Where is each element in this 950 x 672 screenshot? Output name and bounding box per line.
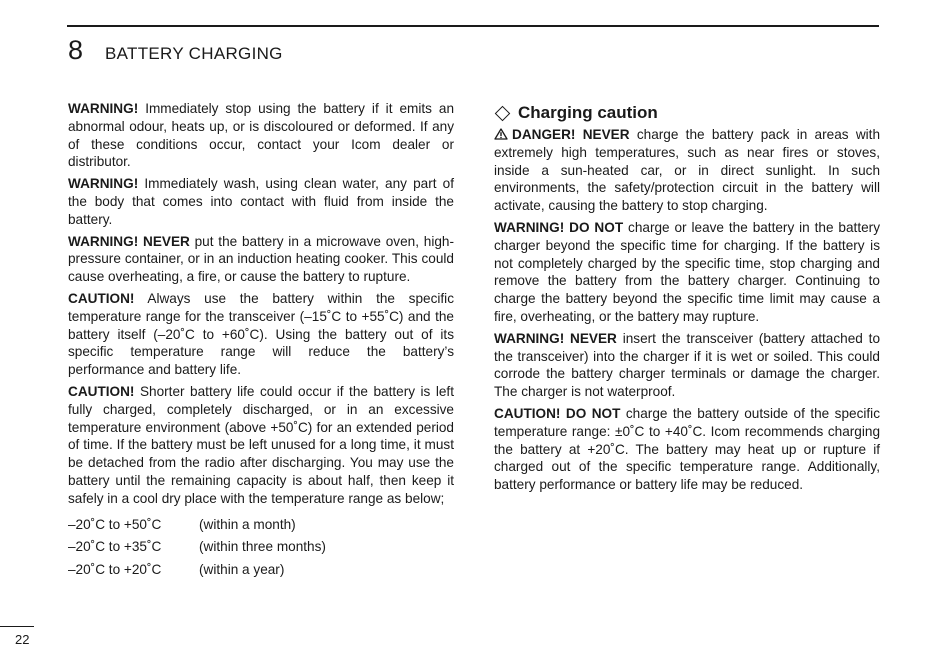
storage-period: (within three months) — [199, 539, 326, 555]
chapter-header — [68, 34, 283, 66]
footer-rule — [0, 626, 34, 627]
temperature-range-row — [68, 559, 454, 582]
left-column — [68, 100, 454, 581]
paragraph-label: WARNING! DO NOT — [494, 219, 624, 235]
paragraph-text: charge or leave the battery in the battery charger beyond the specific time for charging. If the battery is not completely charged by the specific time, stop charging and remove the battery from the battery charger. Continuing to charge the battery beyond the specific time limit may cause a fire, overheating, or the battery may rupture. — [494, 219, 880, 324]
temperature-range: –20˚C to +35˚C — [68, 539, 162, 555]
paragraph-text: charge the battery outside of the specific temperature range: ±0˚C to +40˚C. Icom recommends charging the battery at +20˚C. The battery may heat up or rupture if charged out of the specific temperature range. Additionally, battery performance or battery life may be reduced. — [494, 405, 880, 493]
warning-paragraph — [68, 100, 454, 171]
temperature-range-row — [68, 514, 454, 537]
temperature-range: –20˚C to +50˚C — [68, 516, 162, 532]
warning-paragraph — [494, 330, 880, 401]
paragraph-text: Immediately wash, using clean water, any part of the body that comes into contact with fluid from inside the battery. — [68, 176, 454, 227]
caution-paragraph — [68, 290, 454, 379]
paragraph-label: DANGER! NEVER — [512, 127, 630, 142]
paragraph-label: CAUTION! DO NOT — [494, 405, 621, 421]
header-rule — [67, 25, 879, 27]
paragraph-text: Always use the battery within the specific temperature range for the transceiver (–15˚C to +55˚C) and the battery itself (–20˚C to +60˚C). Using the battery out of its specific temperature range will reduce the battery’s performance and battery life. — [68, 290, 454, 378]
page-number: 22 — [15, 632, 30, 647]
chapter-title: BATTERY CHARGING — [105, 44, 283, 63]
caution-paragraph — [68, 383, 454, 508]
danger-paragraph — [494, 126, 880, 215]
temperature-range-list — [68, 514, 454, 582]
paragraph-label: WARNING! — [68, 176, 139, 192]
paragraph-label: WARNING! NEVER — [68, 233, 190, 249]
paragraph-text: put the battery in a microwave oven, high-pressure container, or in an induction heating cooker. This could cause overheating, a fire, or cause the battery to rupture. — [68, 233, 454, 285]
paragraph-label: WARNING! NEVER — [494, 330, 617, 346]
caution-paragraph — [494, 405, 880, 494]
right-column — [494, 102, 880, 498]
diamond-bullet-icon — [495, 105, 511, 121]
paragraph-text: charge the battery pack in areas with extremely high temperatures, such as near fires or stoves, inside a sun-heated car, or in direct sunlight. In such environments, the safety/protection circuit in the battery will activate, causing the battery to stop charging. — [494, 127, 881, 214]
paragraph-text: insert the transceiver (battery attached to the transceiver) into the charger if it is wet or soiled. This could corrode the battery charger terminals or damage the charger. The charger is not waterproof. — [494, 330, 880, 400]
paragraph-label: CAUTION! — [68, 383, 135, 399]
paragraph-text: Immediately stop using the battery if it emits an abnormal odour, heats up, or is discoloured or deformed. If any of these conditions occur, contact your Icom dealer or distributor. — [68, 101, 454, 170]
section-heading — [494, 102, 880, 124]
paragraph-label: WARNING! — [68, 101, 139, 116]
section-title: Charging caution — [518, 103, 658, 122]
chapter-number: 8 — [68, 35, 84, 65]
paragraph-text: Shorter battery life could occur if the battery is left fully charged, completely discharged, or in an excessive temperature environment (above +50˚C) for an extended period of time. If the battery must be left unused for a long time, it must be detached from the radio after discharging. You may use the battery until the remaining capacity is about half, then keep it safely in a cool dry place with the temperature range as below; — [68, 383, 454, 506]
temperature-range: –20˚C to +20˚C — [68, 561, 162, 577]
temperature-range-row — [68, 536, 454, 559]
storage-period: (within a year) — [199, 561, 285, 577]
storage-period: (within a month) — [199, 516, 296, 532]
warning-paragraph — [494, 219, 880, 326]
paragraph-label: CAUTION! — [68, 290, 135, 306]
warning-paragraph — [68, 175, 454, 228]
warning-paragraph — [68, 233, 454, 286]
warning-triangle-icon — [494, 128, 508, 140]
